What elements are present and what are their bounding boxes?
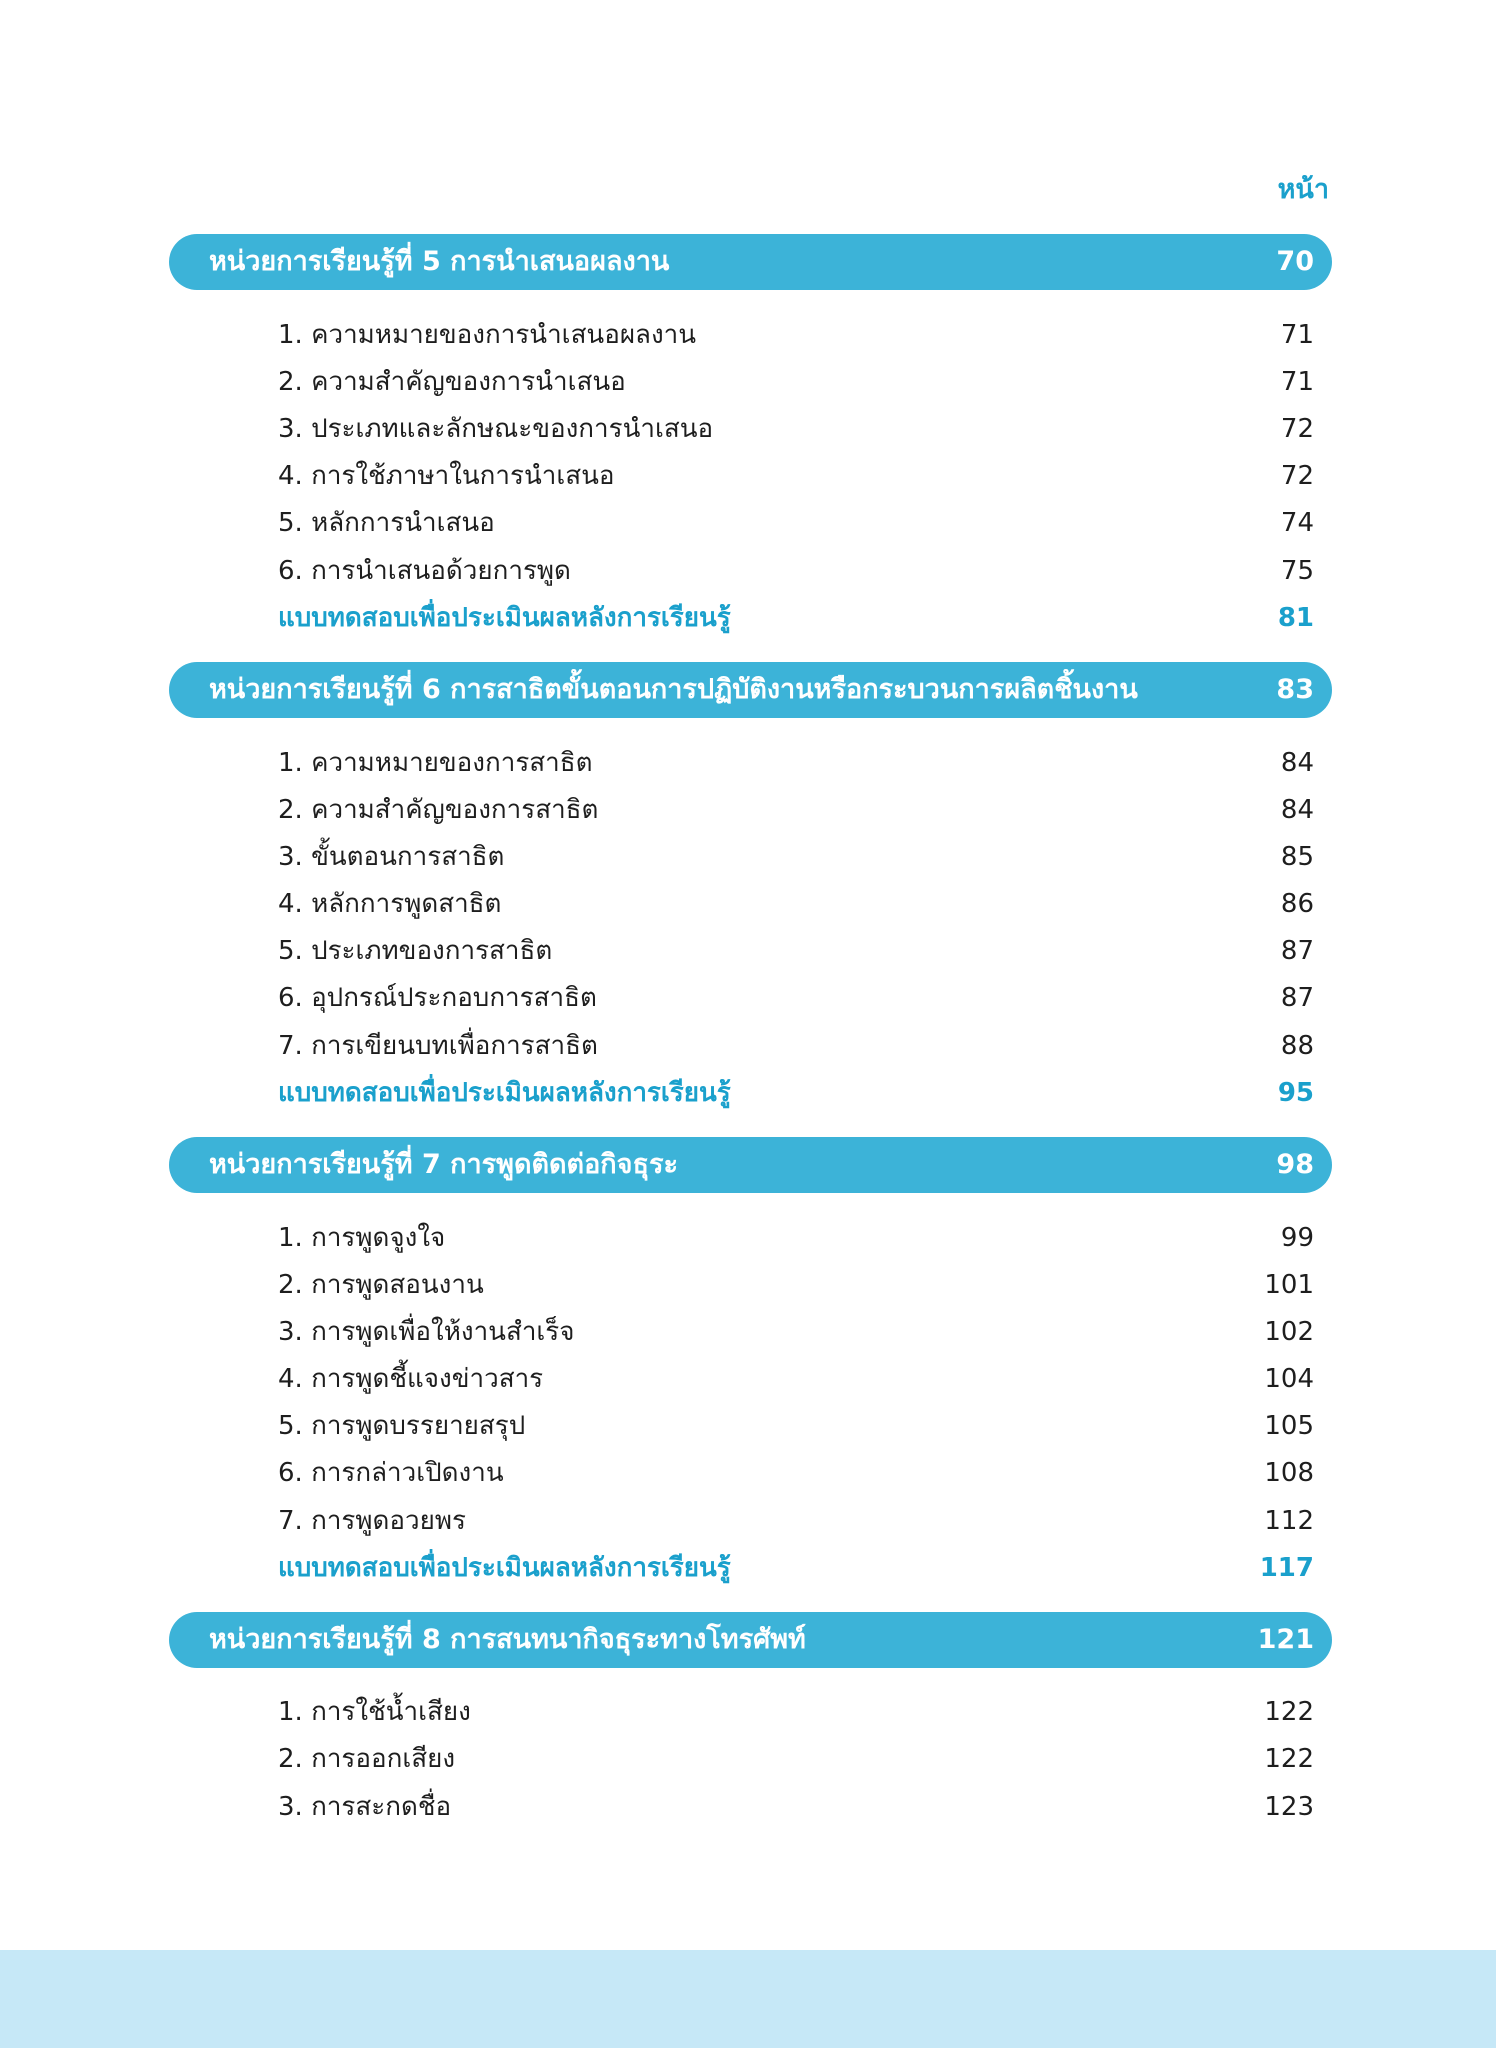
toc-entry-text: 6. การกล่าวเปิดงาน: [278, 1458, 504, 1488]
toc-entry-text: 1. การใช้น้ำเสียง: [278, 1697, 471, 1727]
toc-entry[interactable]: [278, 1691, 1314, 1733]
toc-entry[interactable]: [278, 742, 1314, 784]
unit-header[interactable]: [169, 1137, 1332, 1193]
toc-entry-text: แบบทดสอบเพื่อประเมินผลหลังการเรียนรู้: [278, 1078, 731, 1108]
toc-entry-page: 123: [1264, 1792, 1314, 1822]
toc-entry-text: 1. การพูดจูงใจ: [278, 1223, 446, 1253]
toc-entry-text: 2. ความสำคัญของการนำเสนอ: [278, 367, 626, 397]
toc-entry[interactable]: [278, 1311, 1314, 1353]
toc-entry-page: 71: [1280, 367, 1314, 397]
toc-entry[interactable]: [278, 1786, 1314, 1828]
toc-entry-text: 4. การใช้ภาษาในการนำเสนอ: [278, 461, 615, 491]
toc-entry[interactable]: [278, 1217, 1314, 1259]
toc-entry-page: 101: [1264, 1270, 1314, 1300]
toc-entry-test[interactable]: [278, 1547, 1314, 1589]
toc-entry[interactable]: [278, 408, 1314, 450]
unit-page-number: 83: [1276, 674, 1314, 705]
toc-entry-test[interactable]: [278, 1072, 1314, 1114]
toc-entry-test[interactable]: [278, 597, 1314, 639]
toc-entry-text: 5. การพูดบรรยายสรุป: [278, 1411, 526, 1441]
toc-entry[interactable]: [278, 789, 1314, 831]
toc-entry-page: 72: [1280, 461, 1314, 491]
toc-entry-text: 7. การพูดอวยพร: [278, 1506, 466, 1536]
toc-entry-text: 3. ขั้นตอนการสาธิต: [278, 842, 505, 872]
toc-entry-text: 3. การสะกดชื่อ: [278, 1792, 452, 1822]
footer-band: [0, 1950, 1496, 2048]
toc-entry-page: 95: [1277, 1078, 1314, 1108]
toc-entry-text: 5. หลักการนำเสนอ: [278, 508, 495, 538]
toc-entry-page: 86: [1280, 889, 1314, 919]
toc-entry-text: 3. ประเภทและลักษณะของการนำเสนอ: [278, 414, 714, 444]
toc-entry-page: 81: [1277, 603, 1314, 633]
unit-title: หน่วยการเรียนรู้ที่ 7 การพูดติดต่อกิจธุระ: [209, 1149, 678, 1180]
toc-entry-page: 87: [1280, 936, 1314, 966]
toc-entry[interactable]: [278, 1738, 1314, 1780]
unit-page-number: 121: [1257, 1624, 1314, 1655]
toc-entry-text: 7. การเขียนบทเพื่อการสาธิต: [278, 1031, 598, 1061]
toc-entry-page: 112: [1264, 1506, 1314, 1536]
toc-entry[interactable]: [278, 361, 1314, 403]
toc-entry-text: 6. อุปกรณ์ประกอบการสาธิต: [278, 983, 597, 1013]
toc-entry-page: 122: [1264, 1744, 1314, 1774]
toc-entry-text: 2. การพูดสอนงาน: [278, 1270, 484, 1300]
toc-entry[interactable]: [278, 550, 1314, 592]
toc-entry-page: 74: [1280, 508, 1314, 538]
unit-header[interactable]: [169, 1612, 1332, 1668]
unit-title: หน่วยการเรียนรู้ที่ 8 การสนทนากิจธุระทางโทรศัพท์: [209, 1624, 806, 1655]
toc-entry-text: 4. การพูดชี้แจงข่าวสาร: [278, 1364, 544, 1394]
toc-entry[interactable]: [278, 1405, 1314, 1447]
toc-entry[interactable]: [278, 883, 1314, 925]
toc-entry-text: แบบทดสอบเพื่อประเมินผลหลังการเรียนรู้: [278, 603, 731, 633]
unit-header[interactable]: [169, 662, 1332, 718]
toc-entry-page: 122: [1264, 1697, 1314, 1727]
toc-entry[interactable]: [278, 455, 1314, 497]
toc-entry-text: 4. หลักการพูดสาธิต: [278, 889, 502, 919]
toc-entry-page: 88: [1280, 1031, 1314, 1061]
toc-entry-page: 105: [1264, 1411, 1314, 1441]
toc-entry-page: 84: [1280, 795, 1314, 825]
toc-entry-page: 104: [1264, 1364, 1314, 1394]
toc-entry-page: 99: [1280, 1223, 1314, 1253]
toc-entry[interactable]: [278, 836, 1314, 878]
toc-entry-text: 2. ความสำคัญของการสาธิต: [278, 795, 599, 825]
toc-entry-text: แบบทดสอบเพื่อประเมินผลหลังการเรียนรู้: [278, 1553, 731, 1583]
toc-entry-text: 1. ความหมายของการสาธิต: [278, 748, 593, 778]
unit-page-number: 70: [1276, 246, 1314, 277]
toc-entry-page: 75: [1280, 556, 1314, 586]
unit-title: หน่วยการเรียนรู้ที่ 5 การนำเสนอผลงาน: [209, 246, 670, 277]
toc-entry-text: 6. การนำเสนอด้วยการพูด: [278, 556, 571, 586]
toc-entry-page: 87: [1280, 983, 1314, 1013]
toc-entry-text: 3. การพูดเพื่อให้งานสำเร็จ: [278, 1317, 575, 1347]
toc-entry-text: 2. การออกเสียง: [278, 1744, 456, 1774]
unit-page-number: 98: [1276, 1149, 1314, 1180]
toc-entry-page: 85: [1280, 842, 1314, 872]
toc-entry-page: 72: [1280, 414, 1314, 444]
toc-entry-page: 71: [1280, 320, 1314, 350]
toc-entry-page: 108: [1264, 1458, 1314, 1488]
unit-title: หน่วยการเรียนรู้ที่ 6 การสาธิตขั้นตอนการปฏิบัติงานหรือกระบวนการผลิตชิ้นงาน: [209, 674, 1138, 705]
toc-entry[interactable]: [278, 1264, 1314, 1306]
page-column-label: หน้า: [1277, 174, 1329, 205]
toc-entry[interactable]: [278, 502, 1314, 544]
toc-entry[interactable]: [278, 314, 1314, 356]
toc-entry[interactable]: [278, 1500, 1314, 1542]
toc-entry-page: 84: [1280, 748, 1314, 778]
toc-entry-text: 1. ความหมายของการนำเสนอผลงาน: [278, 320, 697, 350]
toc-entry[interactable]: [278, 1452, 1314, 1494]
toc-entry[interactable]: [278, 977, 1314, 1019]
toc-entry[interactable]: [278, 1358, 1314, 1400]
toc-entry[interactable]: [278, 930, 1314, 972]
toc-entry[interactable]: [278, 1025, 1314, 1067]
unit-header[interactable]: [169, 234, 1332, 290]
toc-entry-text: 5. ประเภทของการสาธิต: [278, 936, 553, 966]
toc-entry-page: 117: [1259, 1553, 1314, 1583]
toc-entry-page: 102: [1264, 1317, 1314, 1347]
